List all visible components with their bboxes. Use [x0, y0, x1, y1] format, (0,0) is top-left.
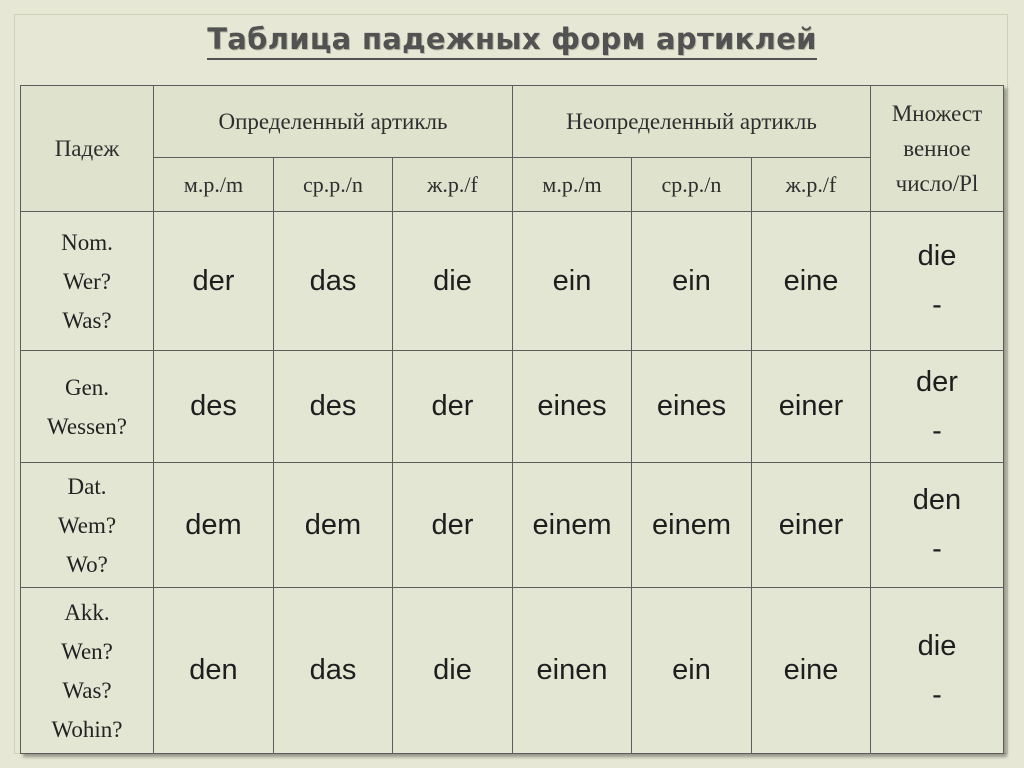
case-line: Wohin? [51, 716, 123, 742]
gender-header-neuter: ср.р./n [632, 158, 752, 212]
plural-header [871, 86, 1004, 212]
plural-cell [871, 588, 1004, 754]
article-cell: eines [632, 351, 752, 463]
articles-table [20, 85, 1004, 754]
case-line: Was? [62, 677, 112, 703]
header-row-groups [21, 86, 1004, 158]
case-cell [21, 463, 154, 588]
article-cell: dem [154, 463, 274, 588]
article-cell: dem [274, 463, 393, 588]
article-cell: einer [752, 463, 871, 588]
case-line: Dat. [67, 473, 107, 499]
article-cell: eines [513, 351, 632, 463]
article-cell: eine [752, 212, 871, 351]
definite-article-header: Определенный артикль [154, 86, 513, 158]
case-line: Wo? [66, 551, 108, 577]
case-line: Nom. [61, 229, 113, 255]
plural-article: der [916, 365, 958, 398]
article-cell: der [393, 463, 513, 588]
article-cell: des [154, 351, 274, 463]
header-row-genders [21, 158, 1004, 212]
case-cell [21, 588, 154, 754]
article-cell: einer [752, 351, 871, 463]
page-title [0, 22, 1024, 60]
case-header: Падеж [21, 86, 154, 212]
case-cell [21, 212, 154, 351]
table-row [21, 588, 1004, 754]
plural-cell [871, 351, 1004, 463]
article-cell: ein [632, 212, 752, 351]
article-cell: eine [752, 588, 871, 754]
plural-article: den [912, 484, 962, 516]
article-cell: einem [513, 463, 632, 588]
table-row [21, 351, 1004, 463]
case-cell [21, 351, 154, 463]
page-title-text: Таблица падежных форм артиклей [207, 22, 817, 60]
plural-header-line: число/Pl [895, 171, 979, 196]
case-line: Wem? [57, 512, 117, 538]
article-cell: die [393, 212, 513, 351]
gender-header-neuter: ср.р./n [274, 158, 393, 212]
plural-header-line: Множест [891, 101, 983, 126]
case-line: Wessen? [47, 413, 127, 439]
plural-cell [871, 212, 1004, 351]
case-line: Akk. [64, 599, 110, 625]
case-line: Gen. [64, 374, 110, 400]
indefinite-article-header: Неопределенный артикль [513, 86, 871, 158]
plural-dash: - [932, 289, 942, 321]
table-row [21, 463, 1004, 588]
gender-header-feminine: ж.р./f [393, 158, 513, 212]
table-row [21, 212, 1004, 351]
plural-dash: - [932, 678, 942, 711]
article-cell: ein [513, 212, 632, 351]
article-cell: die [393, 588, 513, 754]
case-line: Wen? [61, 638, 113, 664]
case-line: Was? [62, 307, 112, 333]
case-line: Wer? [63, 268, 111, 294]
plural-dash: - [932, 414, 942, 447]
article-cell: ein [632, 588, 752, 754]
plural-article: die [917, 240, 957, 272]
article-cell: der [393, 351, 513, 463]
article-cell: das [274, 588, 393, 754]
article-cell: einen [513, 588, 632, 754]
article-cell: einem [632, 463, 752, 588]
article-cell: das [274, 212, 393, 351]
article-cell: der [154, 212, 274, 351]
gender-header-feminine: ж.р./f [752, 158, 871, 212]
gender-header-masculine: м.р./m [513, 158, 632, 212]
article-cell: des [274, 351, 393, 463]
plural-header-line: венное [903, 136, 971, 161]
article-cell: den [154, 588, 274, 754]
plural-dash: - [932, 533, 942, 565]
plural-cell [871, 463, 1004, 588]
plural-article: die [917, 629, 957, 662]
gender-header-masculine: м.р./m [154, 158, 274, 212]
